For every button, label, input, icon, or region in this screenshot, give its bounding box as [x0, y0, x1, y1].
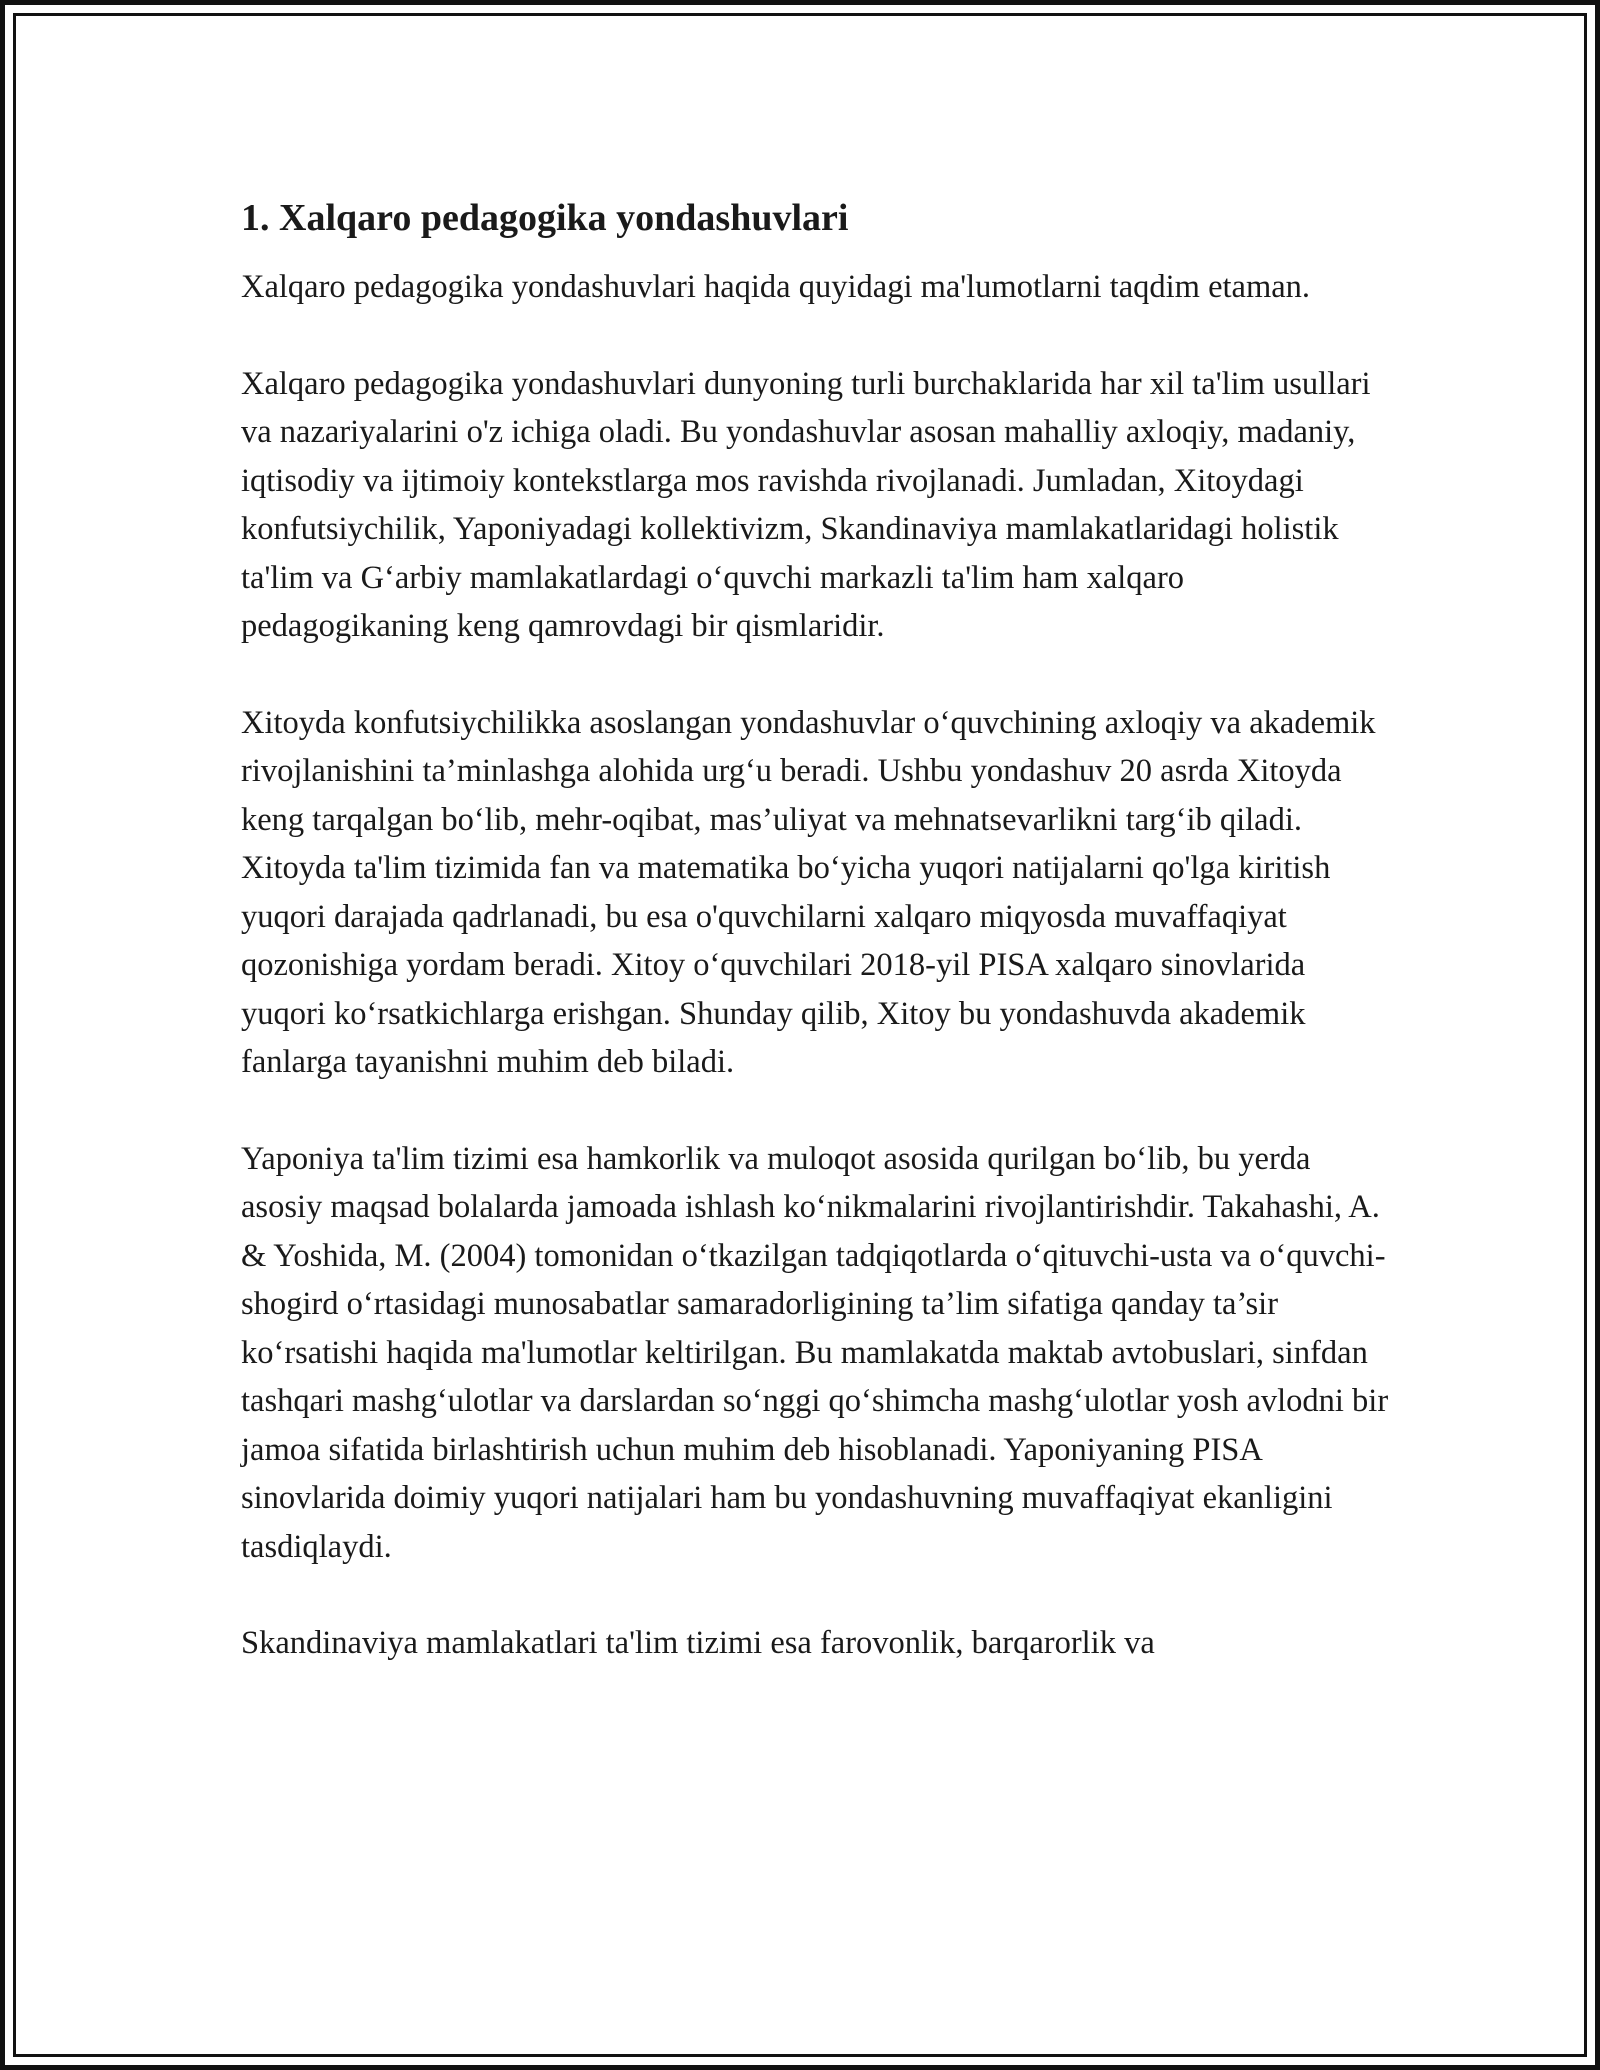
paragraph-japan: Yaponiya ta'lim tizimi esa hamkorlik va muloqot asosida qurilgan bo‘lib, bu yerda asosiy maqsad bolalarda jamoada ishlash ko‘nikmalarini rivojlantirishdir. Takahashi, A. & Yoshida, M. (2004) tomonidan o‘tkazilgan tadqiqotlarda o‘qituvchi-usta va o‘quvchi-shogird o‘rtasidagi munosabatlar samaradorligining ta’lim sifatiga qanday ta’sir ko‘rsatishi haqida ma'lumotlar keltirilgan. Bu mamlakatda maktab avtobuslari, sinfdan tashqari mashg‘ulotlar va darslardan so‘nggi qo‘shimcha mashg‘ulotlar yosh avlodni bir jamoa sifatida birlashtirish uchun muhim deb hisoblanadi. Yaponiyaning PISA sinovlarida doimiy yuqori natijalari ham bu yondashuvning muvaffaqiyat ekanligini tasdiqlaydi. — [241, 1140, 1389, 1565]
paragraph-overview: Xalqaro pedagogika yondashuvlari dunyoning turli burchaklarida har xil ta'lim usullari va nazariyalarini o'z ichiga oladi. Bu yondashuvlar asosan mahalliy axloqiy, madaniy, iqtisodiy va ijtimoiy kontekstlarga mos ravishda rivojlanadi. Jumladan, Xitoydagi konfutsiychilik, Yaponiyadagi kollektivizm, Skandinaviya mamlakatlaridagi holistik ta'lim va G‘arbiy mamlakatlardagi o‘quvchi markazli ta'lim ham xalqaro pedagogikaning keng qamrovdagi bir qismlaridir. — [241, 365, 1371, 644]
paragraph-intro: Xalqaro pedagogika yondashuvlari haqida quyidagi ma'lumotlarni taqdim etaman. — [241, 269, 1311, 305]
paragraph-scandinavia: Skandinaviya mamlakatlari ta'lim tizimi esa farovonlik, barqarorlik va — [241, 1625, 1155, 1661]
section-heading: 1. Xalqaro pedagogika yondashuvlari — [241, 197, 849, 239]
document-body — [241, 193, 1391, 1716]
paragraph-china: Xitoyda konfutsiychilikka asoslangan yondashuvlar o‘quvchining axloqiy va akademik rivojlanishini ta’minlashga alohida urg‘u beradi. Ushbu yondashuv 20 asrda Xitoyda keng tarqalgan bo‘lib, mehr-oqibat, mas’uliyat va mehnatsevarlikni targ‘ib qiladi. Xitoyda ta'lim tizimida fan va matematika bo‘yicha yuqori natijalarni qo'lga kiritish yuqori darajada qadrlanadi, bu esa o'quvchilarni xalqaro miqyosda muvaffaqiyat qozonishiga yordam beradi. Xitoy o‘quvchilari 2018-yil PISA xalqaro sinovlarida yuqori ko‘rsatkichlarga erishgan. Shunday qilib, Xitoy bu yondashuvda akademik fanlarga tayanishni muhim deb biladi. — [241, 704, 1376, 1080]
